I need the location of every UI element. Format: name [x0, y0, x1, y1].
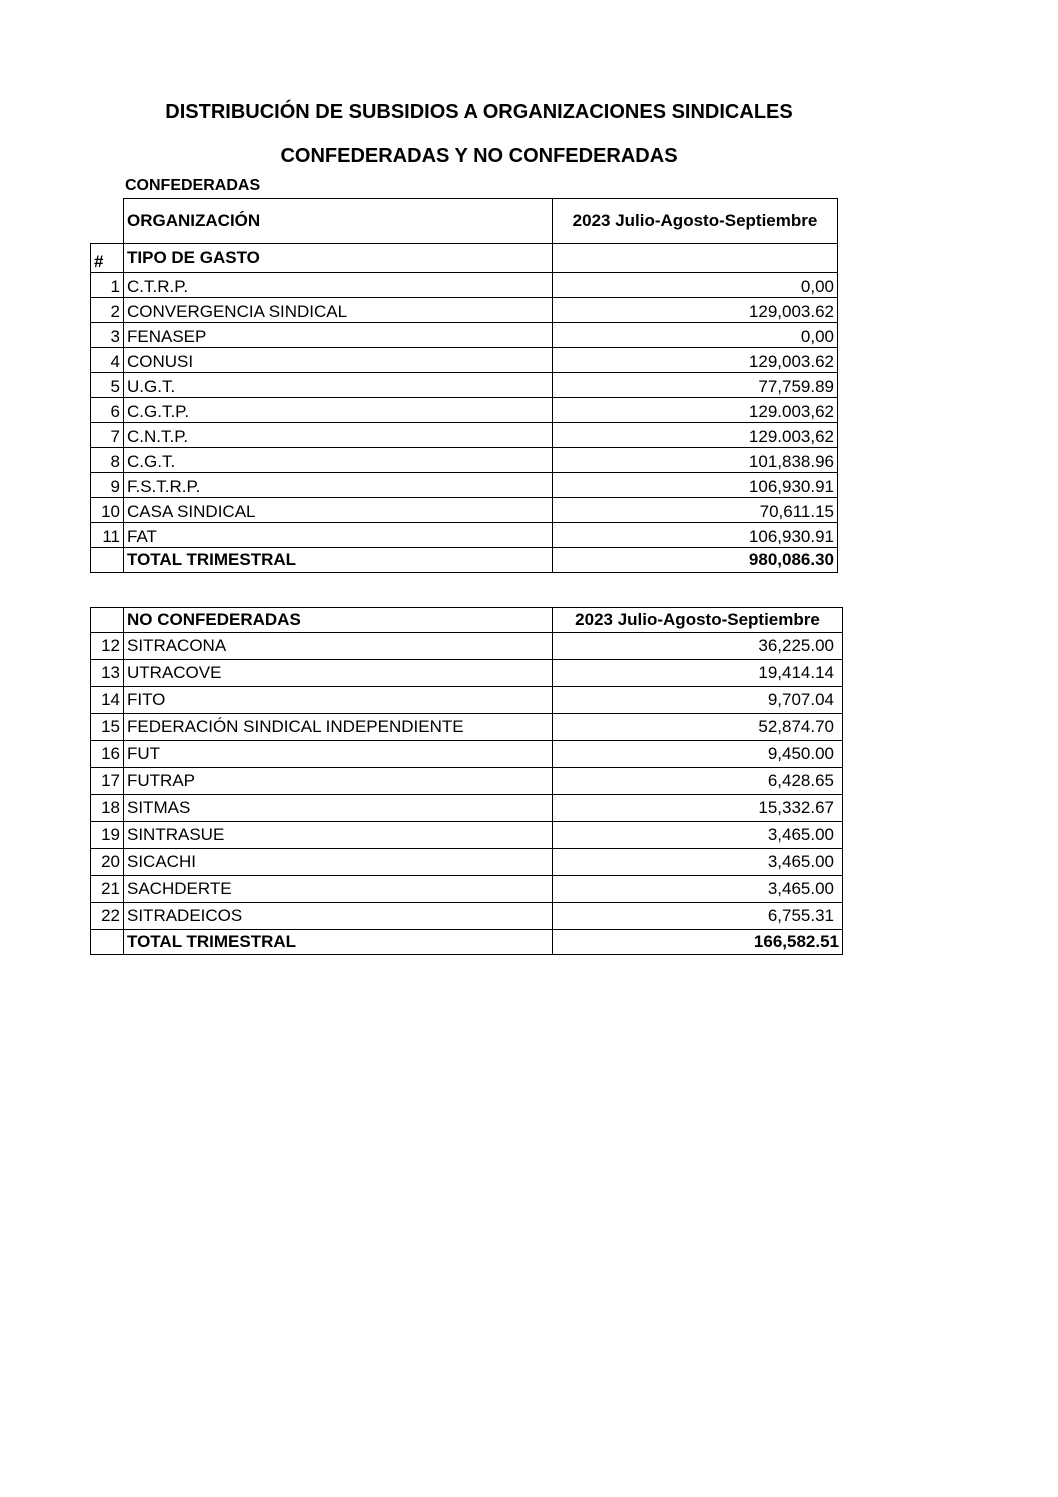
no-confederadas-table: [90, 607, 843, 955]
amount-cell: 6,428.65: [553, 768, 843, 795]
row-number: 22: [91, 903, 124, 930]
confederadas-table: [90, 198, 838, 573]
row-number: 19: [91, 822, 124, 849]
total-empty-cell: [91, 548, 124, 573]
table-row: [91, 323, 838, 348]
row-number: 8: [91, 448, 124, 473]
confederadas-section-label: CONFEDERADAS: [125, 177, 261, 194]
table-row: [91, 498, 838, 523]
total-label: TOTAL TRIMESTRAL: [124, 930, 553, 955]
table-row: [91, 714, 843, 741]
organization-name: C.N.T.P.: [124, 423, 553, 448]
amount-cell: 101,838.96: [553, 448, 838, 473]
total-label: TOTAL TRIMESTRAL: [124, 548, 553, 573]
table-row: [91, 903, 843, 930]
document-subtitle: CONFEDERADAS Y NO CONFEDERADAS: [280, 145, 678, 167]
organization-name: F.S.T.R.P.: [124, 473, 553, 498]
organization-name: SICACHI: [124, 849, 553, 876]
no-confederadas-header-row: [91, 608, 843, 633]
row-number: 15: [91, 714, 124, 741]
row-number: 4: [91, 348, 124, 373]
total-row: [91, 548, 838, 573]
organization-name: C.T.R.P.: [124, 273, 553, 298]
organization-name: FAT: [124, 523, 553, 548]
table-row: [91, 473, 838, 498]
amount-cell: 129,003.62: [553, 298, 838, 323]
organization-name: SINTRASUE: [124, 822, 553, 849]
amount-cell: 129.003,62: [553, 423, 838, 448]
amount-cell: 129.003,62: [553, 398, 838, 423]
header-no-confederadas: NO CONFEDERADAS: [124, 608, 553, 633]
amount-cell: 3,465.00: [553, 849, 843, 876]
row-number: 5: [91, 373, 124, 398]
table-row: [91, 876, 843, 903]
amount-cell: 19,414.14: [553, 660, 843, 687]
total-amount: 980,086.30: [553, 548, 838, 573]
table-row: [91, 795, 843, 822]
table-row: [91, 448, 838, 473]
row-number: 16: [91, 741, 124, 768]
amount-cell: 3,465.00: [553, 876, 843, 903]
row-number: 18: [91, 795, 124, 822]
organization-name: FITO: [124, 687, 553, 714]
table-row: [91, 423, 838, 448]
tipo-gasto-row: [91, 244, 838, 273]
document-title: DISTRIBUCIÓN DE SUBSIDIOS A ORGANIZACIONES SINDICALES: [165, 101, 793, 123]
row-number: 10: [91, 498, 124, 523]
row-number: 9: [91, 473, 124, 498]
row-number: 13: [91, 660, 124, 687]
confederadas-header-row: [91, 199, 838, 244]
organization-name: CONUSI: [124, 348, 553, 373]
table-row: [91, 849, 843, 876]
organization-name: UTRACOVE: [124, 660, 553, 687]
amount-cell: 106,930.91: [553, 473, 838, 498]
organization-name: SITRADEICOS: [124, 903, 553, 930]
row-number: 14: [91, 687, 124, 714]
amount-cell: 77,759.89: [553, 373, 838, 398]
table-row: [91, 373, 838, 398]
row-number: 21: [91, 876, 124, 903]
header-empty-cell: [91, 608, 124, 633]
row-number: 2: [91, 298, 124, 323]
amount-cell: 0,00: [553, 323, 838, 348]
total-empty-cell: [91, 930, 124, 955]
row-number: 3: [91, 323, 124, 348]
amount-cell: 3,465.00: [553, 822, 843, 849]
table-row: [91, 687, 843, 714]
row-number: 1: [91, 273, 124, 298]
header-empty-cell: [91, 199, 124, 244]
organization-name: SITMAS: [124, 795, 553, 822]
table-row: [91, 741, 843, 768]
header-period: 2023 Julio-Agosto-Septiembre: [553, 608, 843, 633]
amount-cell: 70,611.15: [553, 498, 838, 523]
table-row: [91, 348, 838, 373]
amount-cell: 9,707.04: [553, 687, 843, 714]
organization-name: FUT: [124, 741, 553, 768]
row-number: 17: [91, 768, 124, 795]
amount-cell: 15,332.67: [553, 795, 843, 822]
row-number: 12: [91, 633, 124, 660]
table-row: [91, 273, 838, 298]
organization-name: SITRACONA: [124, 633, 553, 660]
organization-name: SACHDERTE: [124, 876, 553, 903]
tipo-gasto-label: TIPO DE GASTO: [124, 244, 553, 273]
total-amount: 166,582.51: [553, 930, 843, 955]
organization-name: FEDERACIÓN SINDICAL INDEPENDIENTE: [124, 714, 553, 741]
organization-name: FUTRAP: [124, 768, 553, 795]
organization-name: C.G.T.: [124, 448, 553, 473]
organization-name: CONVERGENCIA SINDICAL: [124, 298, 553, 323]
amount-cell: 36,225.00: [553, 633, 843, 660]
amount-cell: 106,930.91: [553, 523, 838, 548]
amount-cell: 9,450.00: [553, 741, 843, 768]
total-row: [91, 930, 843, 955]
row-number: 11: [91, 523, 124, 548]
hash-label: #: [91, 244, 124, 273]
table-row: [91, 398, 838, 423]
amount-cell: 129,003.62: [553, 348, 838, 373]
table-row: [91, 660, 843, 687]
organization-name: CASA SINDICAL: [124, 498, 553, 523]
table-row: [91, 298, 838, 323]
organization-name: U.G.T.: [124, 373, 553, 398]
amount-cell: 0,00: [553, 273, 838, 298]
row-number: 6: [91, 398, 124, 423]
row-number: 20: [91, 849, 124, 876]
amount-cell: 6,755.31: [553, 903, 843, 930]
row-number: 7: [91, 423, 124, 448]
header-organizacion: ORGANIZACIÓN: [124, 199, 553, 244]
table-row: [91, 523, 838, 548]
organization-name: C.G.T.P.: [124, 398, 553, 423]
table-row: [91, 822, 843, 849]
table-row: [91, 633, 843, 660]
tipo-gasto-empty-cell: [553, 244, 838, 273]
amount-cell: 52,874.70: [553, 714, 843, 741]
header-period: 2023 Julio-Agosto-Septiembre: [553, 199, 838, 244]
organization-name: FENASEP: [124, 323, 553, 348]
table-row: [91, 768, 843, 795]
